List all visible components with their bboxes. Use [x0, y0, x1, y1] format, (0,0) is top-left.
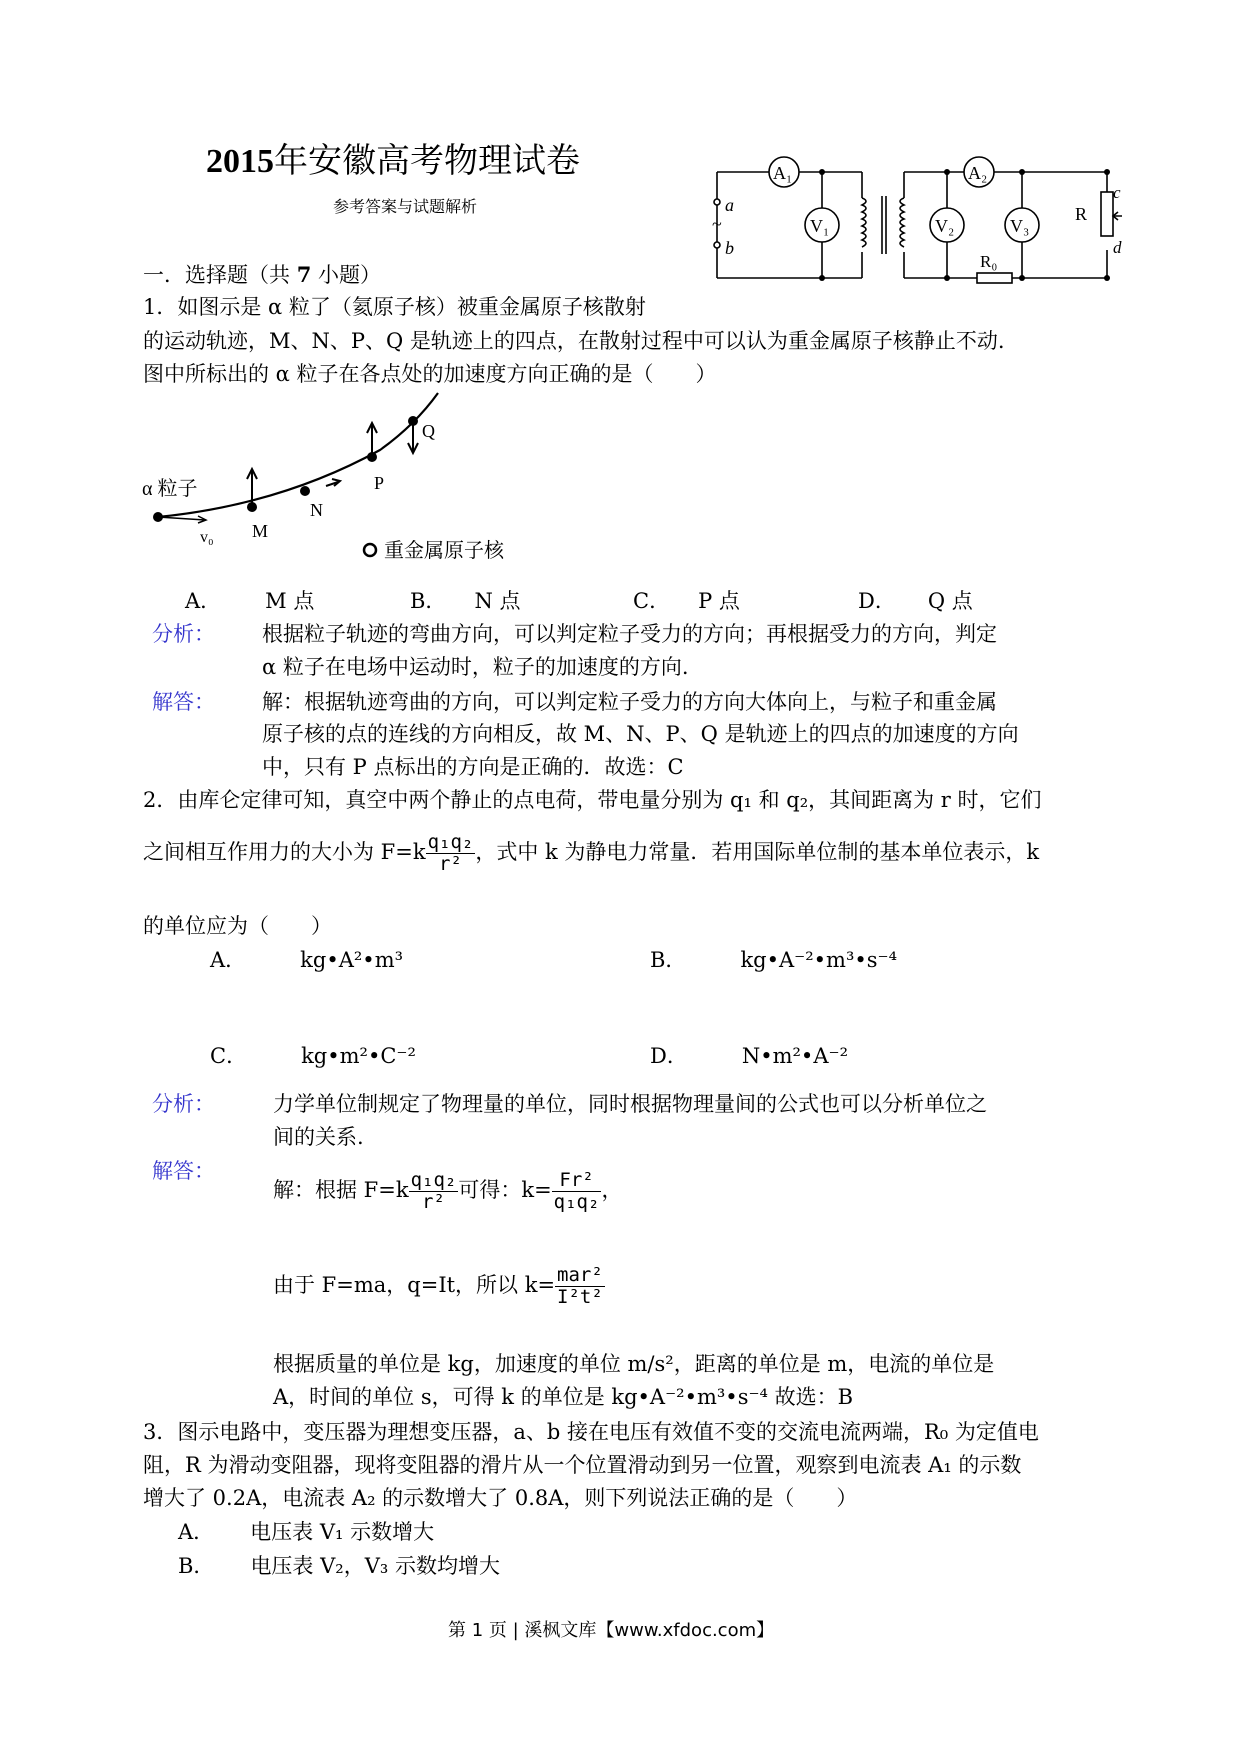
circuit-label-v3: V₃	[1010, 216, 1030, 236]
title-text: 年安徽高考物理试卷	[274, 141, 580, 181]
q2-answer-line2	[273, 1265, 605, 1308]
q2-analysis-line1: 力学单位制规定了物理量的单位，同时根据物理量间的公式也可以分析单位之	[273, 1092, 987, 1116]
q2-answer-line1-post: ，	[601, 1177, 623, 1202]
q1-option-c[interactable]	[633, 585, 740, 615]
q2-coulomb-fraction	[426, 832, 476, 875]
q2-option-a-key: A．	[210, 948, 247, 972]
q2-answer-frac2-den: q₁q₂	[553, 1190, 600, 1213]
q1-option-d[interactable]	[858, 585, 973, 615]
q1-line2: 的运动轨迹，M、N、P、Q 是轨迹上的四点，在散射过程中可以认为重金属原子核静止不动.	[143, 329, 1005, 353]
q3-option-b-key: B．	[178, 1554, 215, 1578]
q2-option-b-text: kg•A⁻²•m³•s⁻⁴	[740, 948, 898, 972]
q2-answer-frac2-num: Fr²	[552, 1170, 602, 1192]
circuit-label-r: R	[1075, 204, 1088, 224]
q1-option-c-key: C．	[633, 589, 671, 613]
q1-option-a[interactable]	[185, 585, 314, 615]
q2-frac-num: q₁q₂	[427, 831, 474, 853]
q1-answer-line3: 中，只有 P 点标出的方向是正确的．故选：C	[262, 755, 684, 779]
page-footer: 第 1 页 | 溪枫文库【www.xfdoc.com】	[448, 1620, 775, 1641]
circuit-label-tilde: ~	[712, 214, 722, 234]
circuit-label-r0: R₀	[980, 252, 998, 271]
section-heading-pre: 一．选择题（共	[143, 263, 297, 287]
q2-line2-pre: 之间相互作用力的大小为 F=k	[143, 839, 426, 864]
q1-option-b-text: N 点	[474, 589, 521, 613]
q1-option-d-text: Q 点	[927, 589, 973, 613]
q2-line2	[143, 832, 1039, 875]
section-heading-post: 小题）	[311, 263, 381, 287]
q3-option-a-key: A．	[178, 1520, 215, 1544]
q2-answer-line4: A，时间的单位 s，可得 k 的单位是 kg•A⁻²•m³•s⁻⁴ 故选：B	[273, 1385, 854, 1409]
section-heading-num: 7	[296, 262, 312, 287]
q1-analysis-line2: α 粒子在电场中运动时，粒子的加速度的方向.	[262, 655, 689, 679]
q2-answer-frac3-den: I²t²	[557, 1285, 603, 1308]
q1-option-d-key: D．	[858, 589, 896, 613]
q1-fig-alpha-label: α 粒子	[142, 478, 198, 500]
q1-fig-n-label: N	[310, 500, 323, 520]
q3-option-a[interactable]	[178, 1516, 434, 1546]
q3-line3: 增大了 0.2A，电流表 A₂ 的示数增大了 0.8A，则下列说法正确的是（ ）	[143, 1486, 858, 1510]
q2-answer-line1-mid: 可得：k=	[458, 1177, 552, 1202]
q2-answer-line1	[273, 1170, 622, 1213]
circuit-label-c: c	[1113, 183, 1121, 202]
q1-fig-m-label: M	[252, 521, 269, 541]
q2-option-d[interactable]	[650, 1040, 848, 1070]
q2-line1: 2．由库仑定律可知，真空中两个静止的点电荷，带电量分别为 q₁ 和 q₂，其间距离为 r 时，它们	[143, 788, 1042, 812]
q2-analysis-label: 分析：	[152, 1092, 215, 1116]
q1-answer-line1: 解：根据轨迹弯曲的方向，可以判定粒子受力的方向大体向上，与粒子和重金属	[262, 690, 997, 714]
q2-answer-fraction-3	[555, 1265, 605, 1308]
q1-option-b[interactable]	[410, 585, 521, 615]
q1-answer-label: 解答：	[152, 690, 215, 714]
q2-option-a[interactable]	[210, 944, 403, 974]
section-heading	[143, 259, 381, 289]
circuit-label-v2: V₂	[935, 216, 955, 236]
q2-option-b-key: B．	[650, 948, 687, 972]
q1-fig-nucleus-label: 重金属原子核	[384, 540, 504, 562]
circuit-label-d: d	[1113, 238, 1122, 257]
q2-answer-fraction-2	[552, 1170, 602, 1213]
q1-fig-q-label: Q	[422, 421, 435, 441]
q3-line2: 阻，R 为滑动变阻器，现将变阻器的滑片从一个位置滑动到另一位置，观察到电流表 A₁ 的示数	[143, 1453, 1022, 1477]
q2-answer-frac1-num: q₁q₂	[410, 1169, 457, 1191]
q1-analysis-label: 分析：	[152, 622, 215, 646]
q2-frac-den: r²	[439, 852, 462, 875]
q1-option-c-text: P 点	[698, 589, 740, 613]
q2-answer-label: 解答：	[152, 1159, 215, 1183]
q1-line1: 1．如图示是 α 粒了（氦原子核）被重金属原子核散射	[143, 295, 646, 319]
q3-option-b[interactable]	[178, 1550, 500, 1580]
q3-line1: 3．图示电路中，变压器为理想变压器，a、b 接在电压有效值不变的交流电流两端，R₀ 为定值电	[143, 1420, 1039, 1444]
q2-answer-line2-pre: 由于 F=ma，q=It，所以 k=	[273, 1272, 556, 1297]
q2-option-c-key: C．	[210, 1044, 248, 1068]
q3-option-b-text: 电压表 V₂，V₃ 示数均增大	[250, 1554, 500, 1578]
q2-option-d-text: N•m²•A⁻²	[741, 1044, 848, 1068]
q1-option-a-text: M 点	[265, 589, 315, 613]
q1-trajectory-figure	[140, 385, 540, 570]
circuit-diagram	[712, 150, 1122, 300]
q2-answer-frac1-den: r²	[422, 1190, 445, 1213]
q2-line2-post: ，式中 k 为静电力常量．若用国际单位制的基本单位表示，k	[475, 839, 1040, 864]
q2-option-d-key: D．	[650, 1044, 688, 1068]
q1-analysis-line1: 根据粒子轨迹的弯曲方向，可以判定粒子受力的方向；再根据受力的方向，判定	[262, 622, 997, 646]
circuit-label-v1: V₁	[810, 216, 830, 236]
q2-option-c[interactable]	[210, 1040, 416, 1070]
page-title	[206, 133, 580, 182]
q1-option-a-key: A．	[185, 589, 222, 613]
q1-option-b-key: B．	[410, 589, 447, 613]
circuit-label-a: a	[725, 195, 734, 215]
circuit-label-a2: A₂	[968, 163, 988, 183]
q2-option-c-text: kg•m²•C⁻²	[301, 1044, 416, 1068]
q1-line3: 图中所标出的 α 粒子在各点处的加速度方向正确的是（ ）	[143, 362, 717, 386]
q2-option-b[interactable]	[650, 944, 897, 974]
circuit-label-a1: A₁	[773, 163, 793, 183]
circuit-label-b: b	[725, 238, 734, 258]
q2-option-a-text: kg•A²•m³	[300, 948, 404, 972]
q3-option-a-text: 电压表 V₁ 示数增大	[250, 1520, 435, 1544]
q2-line3: 的单位应为（ ）	[143, 914, 332, 938]
q2-answer-line1-pre: 解：根据 F=k	[273, 1177, 409, 1202]
q2-answer-fraction-1	[409, 1170, 459, 1213]
title-year: 2015	[206, 143, 274, 180]
q2-analysis-line2: 间的关系.	[273, 1125, 364, 1149]
q1-fig-p-label: P	[374, 473, 385, 493]
q2-answer-line3: 根据质量的单位是 kg，加速度的单位 m/s²，距离的单位是 m，电流的单位是	[273, 1352, 995, 1376]
q1-answer-line2: 原子核的点的连线的方向相反，故 M、N、P、Q 是轨迹上的四点的加速度的方向	[262, 722, 1019, 746]
q2-answer-frac3-num: mar²	[557, 1264, 603, 1286]
page-subtitle: 参考答案与试题解析	[333, 197, 478, 216]
q1-fig-v0-label: v₀	[200, 529, 214, 546]
